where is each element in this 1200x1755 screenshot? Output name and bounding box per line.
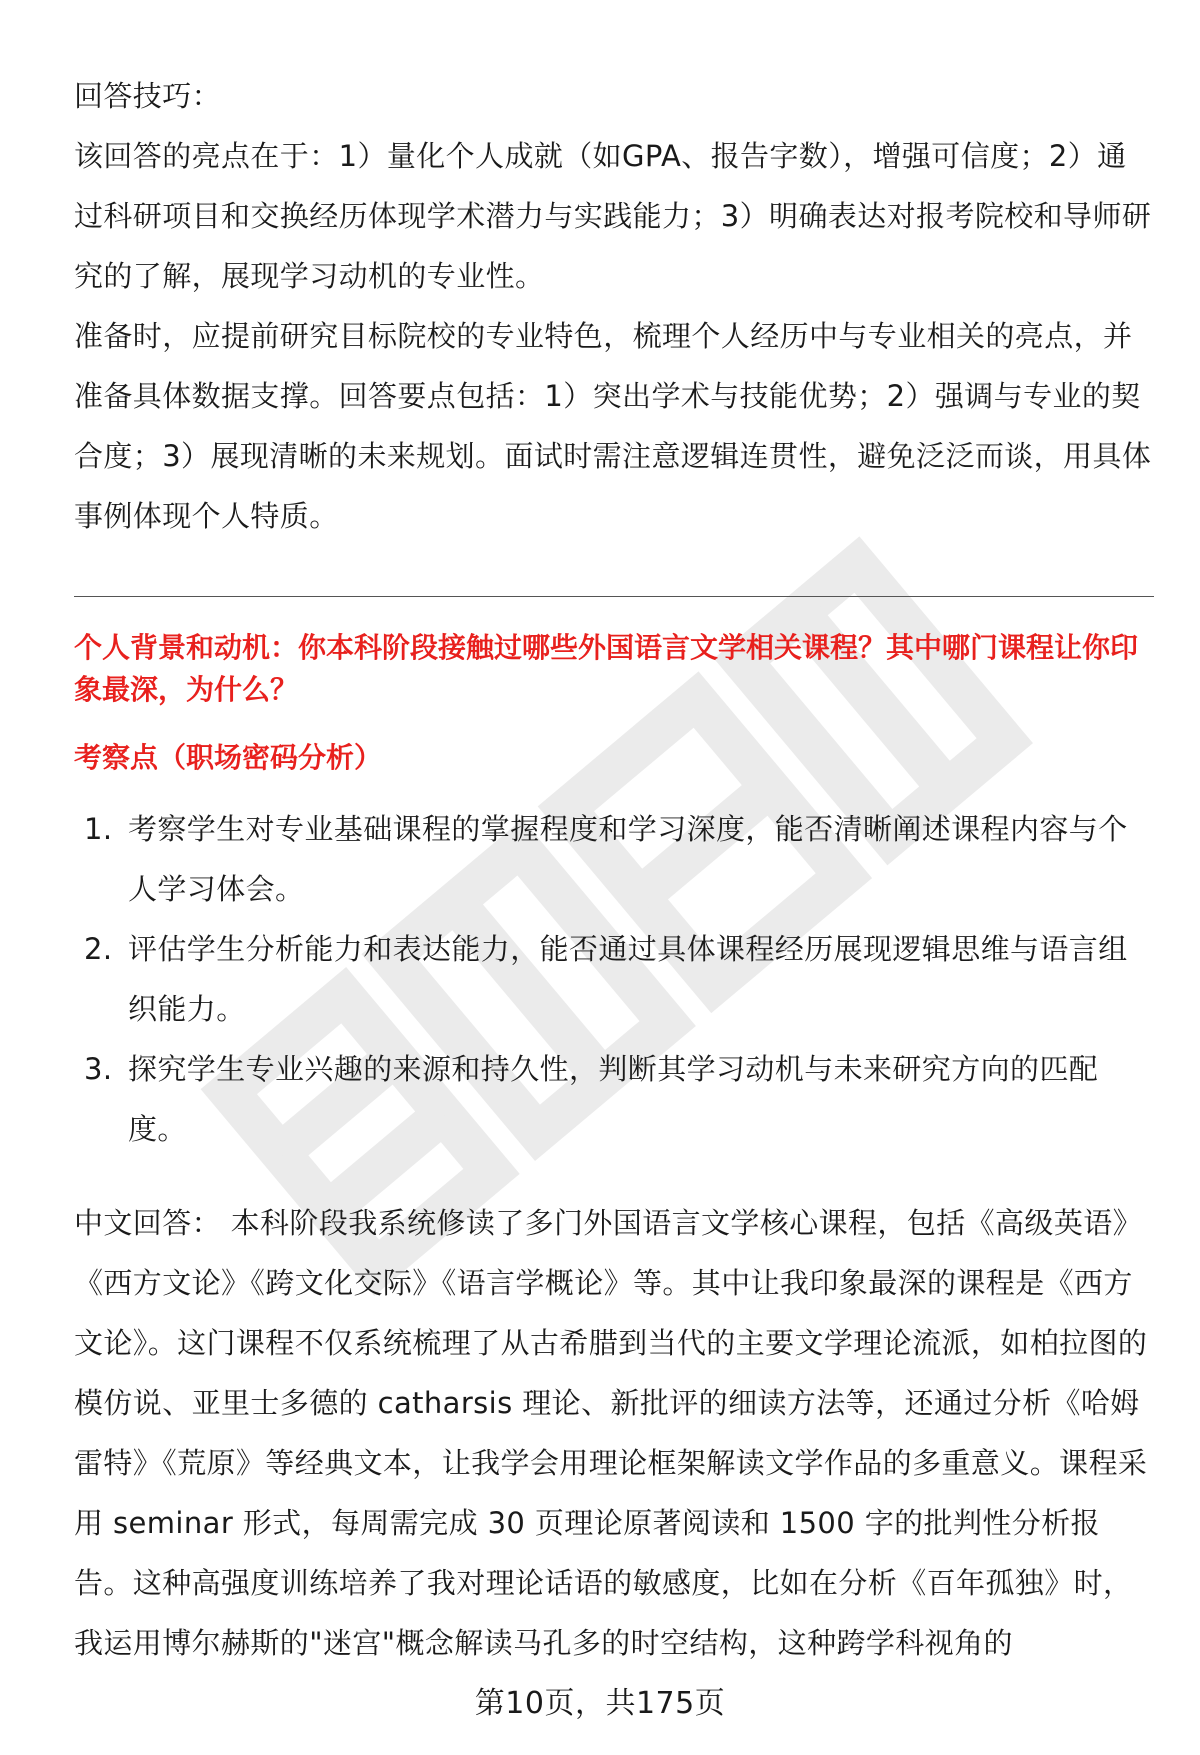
- list-item-text: 探究学生专业兴趣的来源和持久性，判断其学习动机与未来研究方向的匹配度。: [128, 1052, 1099, 1146]
- list-number: 3.: [84, 1052, 113, 1086]
- chinese-answer: 中文回答： 本科阶段我系统修读了多门外国语言文学核心课程，包括《高级英语》《西方文论》《跨文化交际》《语言学概论》等。其中让我印象最深的课程是《西方文论》。这门课程不仅系统梳理了从古希腊到当代的主要文学理论流派，如柏拉图的模仿说、亚里士多德的 catharsis 理论、新批评的细读方法等，还通过分析《哈姆雷特》《荒原》等经典文本，让我学会用理论框架解读文学作品的多重意义。课程采用 seminar 形式，每周需完成 30 页理论原著阅读和 1500 字的批判性分析报告。这种高强度训练培养了我对理论话语的敏感度，比如在分析《百年孤独》时，我运用博尔赫斯的"迷宫"概念解读马孔多的时空结构，这种跨学科视角的: [74, 1206, 1148, 1660]
- question-title: 个人背景和动机：你本科阶段接触过哪些外国语言文学相关课程？其中哪门课程让你印象最深，为什么？: [74, 631, 1139, 706]
- list-item: [74, 1039, 1154, 1159]
- focus-heading: 考察点（职场密码分析）: [74, 741, 383, 774]
- list-item: [74, 919, 1154, 1039]
- tips-paragraph: 该回答的亮点在于：1）量化个人成就（如GPA、报告字数），增强可信度；2）通过科研项目和交换经历体现学术潜力与实践能力；3）明确表达对报考院校和导师研究的了解，展现学习动机的专业性。: [74, 139, 1152, 293]
- list-item-text: 考察学生对专业基础课程的掌握程度和学习深度，能否清晰阐述课程内容与个人学习体会。: [128, 812, 1128, 906]
- section-divider: [74, 596, 1154, 597]
- page-number: 第10页，共175页: [474, 1686, 726, 1721]
- preparation-paragraph: 准备时，应提前研究目标院校的专业特色，梳理个人经历中与专业相关的亮点，并准备具体数据支撑。回答要点包括：1）突出学术与技能优势；2）强调与专业的契合度；3）展现清晰的未来规划。面试时需注意逻辑连贯性，避免泛泛而谈，用具体事例体现个人特质。: [74, 319, 1152, 533]
- list-number: 2.: [84, 932, 113, 966]
- focus-points-list: [74, 799, 1154, 1159]
- page-content: [74, 66, 1154, 1673]
- list-number: 1.: [84, 812, 113, 846]
- list-item-text: 评估学生分析能力和表达能力，能否通过具体课程经历展现逻辑思维与语言组织能力。: [128, 932, 1128, 1026]
- tips-label: 回答技巧：: [74, 79, 222, 113]
- list-item: [74, 799, 1154, 919]
